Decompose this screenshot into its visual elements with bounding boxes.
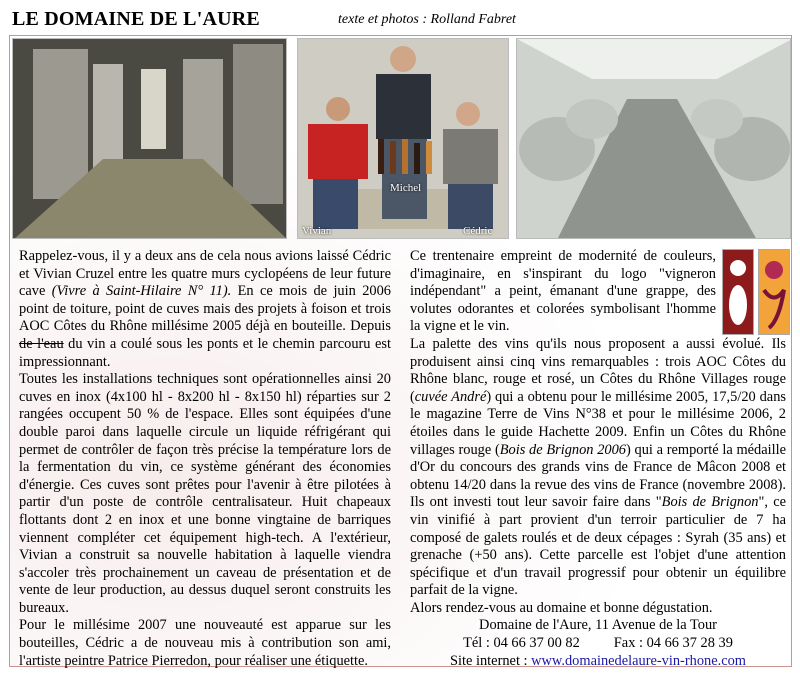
- fax-number: Fax : 04 66 37 28 39: [613, 635, 733, 652]
- photo-label-cedric: Cédric: [463, 225, 493, 237]
- contact-phones: [410, 635, 786, 653]
- paragraph-intro: Rappelez-vous, il y a deux ans de cela nous avions laissé Cédric et Vivian Cruzel entre les quatre murs cyclopéens de leur future cave (Vivre à Saint-Hilaire N° 11). En ce mois de juin 2006 point de toiture, point de cuves mais des projets à foison et trois AOC Côtes du Rhône millésime 2005 déjà en bouteille. Depuis de l'eau du vin a coulé sous les ponts et le chemin parcouru est impressionnant.: [19, 248, 391, 370]
- cellar-photo-left: [12, 38, 287, 239]
- article-left-column: [19, 248, 391, 670]
- vintners-photo: [297, 38, 509, 239]
- paragraph-artist: Ce trentenaire empreint de modernité de couleurs, d'imaginaire, en s'inspirant du logo "vigneron indépendant" a peint, émanant d'une grappe, des volutes odorantes et colorées symbolisant l'homme la vigne et le vin.: [410, 248, 716, 335]
- paragraph-installations: Toutes les installations techniques sont opérationnelles ainsi 20 cuves en inox (4x100 hl - 8x200 hl - 8x150 hl) réparties sur 2 rangées occupent 50 % de l'espace. Elles sont équipées d'une double paroi dans laquelle circule un liquide réfrigérant qui permet de contrôler de façon très précise la température lors de la fermentation du vin, ce système générant des économies d'énergie. Ces cuves sont prêtes pour l'avenir à être pilotées à partir d'un poste de contrôle centralisateur. Huit chapeaux flottants dont 2 en inox et une bonne vingtaine de barriques viennent compléter cet équipement high-tech. A l'extérieur, Vivian a construit sa nouvelle habitation à laquelle viendra s'accoler très prochainement un caveau de présentation et de vente de leur production, au dessus duquel seront construits les bureaux.: [19, 371, 391, 616]
- domain-address: Domaine de l'Aure, 11 Avenue de la Tour: [479, 617, 717, 634]
- photo-credit: texte et photos : Rolland Fabret: [338, 12, 516, 27]
- paragraph-wines: La palette des vins qu'ils nous proposent a aussi évolué. Ils produisent ainsi cinq vins remarquables : trois AOC Côtes du Rhône blanc, rouge et rosé, un Côtes du Rhône Villages rouge (cuvée André) qui a obtenu pour le millésime 2005, 17,5/20 dans le magazine Terre de Vins N°38 et pour le millésime 2006, 2 étoiles dans le guide Hachette 2009. Enfin un Côtes du Rhône villages rouge (Bois de Brignon 2006) qui a remporté la médaille d'Or du concours des grands vins de France de Mâcon 2008 et obtenu 14/20 dans la revue des vins de France (novembre 2008). Ils ont investi tout leur savoir faire dans "Bois de Brignon", ce vin vinifié à part provient d'un terroir particulier de 7 ha composé de galets roulés et de deux cépages : Syrah (35 ans) et grenache (+50 ans). Cette parcelle est l'objet d'une attention spécifique et d'un travail progressif pour obtenir un équilibre parfait de la vigne.: [410, 335, 786, 599]
- vintners-illustration: [298, 39, 509, 239]
- website-link[interactable]: www.domainedelaure-vin-rhone.com: [531, 652, 746, 669]
- photo-label-vivian: Vivian: [302, 225, 332, 237]
- stainless-tanks-illustration: [517, 39, 791, 239]
- cellar-tanks-illustration: [13, 39, 287, 239]
- phone-number: Tél : 04 66 37 00 82: [463, 635, 580, 652]
- cellar-photo-right: [516, 38, 791, 239]
- article-right-column: [410, 248, 786, 670]
- photo-label-michel: Michel: [390, 182, 422, 194]
- paragraph-millesime: Pour le millésime 2007 une nouveauté est apparue sur les bouteilles, Cédric a de nouveau mis à contribution son ami, l'artiste peintre Patrice Pierredon, pour réaliser une étiquette.: [19, 617, 391, 669]
- page-title: LE DOMAINE DE L'AURE: [12, 8, 260, 30]
- website-line: Site internet : www.domainedelaure-vin-rhone.com: [450, 652, 746, 669]
- paragraph-closing: Alors rendez-vous au domaine et bonne dégustation.: [410, 599, 713, 616]
